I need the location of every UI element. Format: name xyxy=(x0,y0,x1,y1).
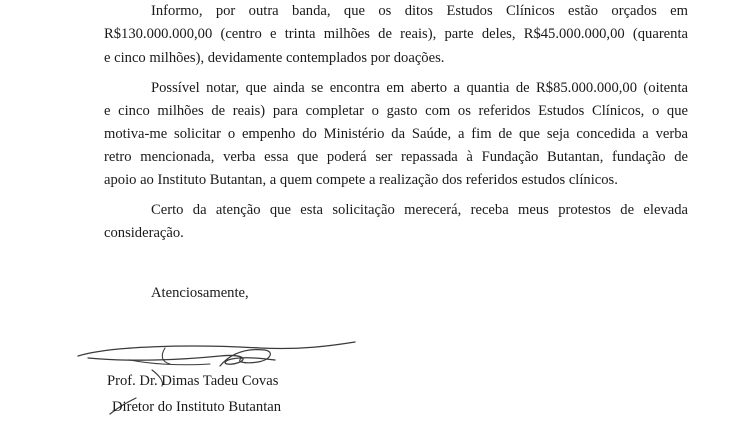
signatory-name: Prof. Dr. Dimas Tadeu Covas xyxy=(107,373,279,389)
paragraph-3-line-1: Certo da atenção que esta solicitação merecerá, receba meus protestos de elevada xyxy=(151,202,688,218)
signatory-role: Diretor do Instituto Butantan xyxy=(112,399,282,415)
paragraph-2-line-1: Possível notar, que ainda se encontra em aberto a quantia de R$85.000.000,00 (oitenta xyxy=(151,80,688,96)
paragraph-2-line-2: e cinco milhões de reais) para completar o gasto com os referidos Estudos Clínicos, o que xyxy=(104,103,688,119)
paragraph-2-line-4: retro mencionada, verba essa que poderá ser repassada à Fundação Butantan, fundação de xyxy=(104,149,688,165)
paragraph-1-line-1: Informo, por outra banda, que os ditos Estudos Clínicos estão orçados em xyxy=(151,3,688,19)
paragraph-1-line-3: e cinco milhões), devidamente contemplados por doações. xyxy=(104,50,445,66)
paragraph-3-line-2: consideração. xyxy=(104,225,184,241)
paragraph-2-line-5: apoio ao Instituto Butantan, a quem compete a realização dos referidos estudos clínicos. xyxy=(104,172,618,188)
paragraph-1-line-2: R$130.000.000,00 (centro e trinta milhões de reais), parte deles, R$45.000.000,00 (quarenta xyxy=(104,26,688,42)
closing-salutation: Atenciosamente, xyxy=(151,285,249,301)
paragraph-2-line-3: motiva-me solicitar o empenho do Ministério da Saúde, a fim de que seja concedida a verba xyxy=(104,126,688,142)
